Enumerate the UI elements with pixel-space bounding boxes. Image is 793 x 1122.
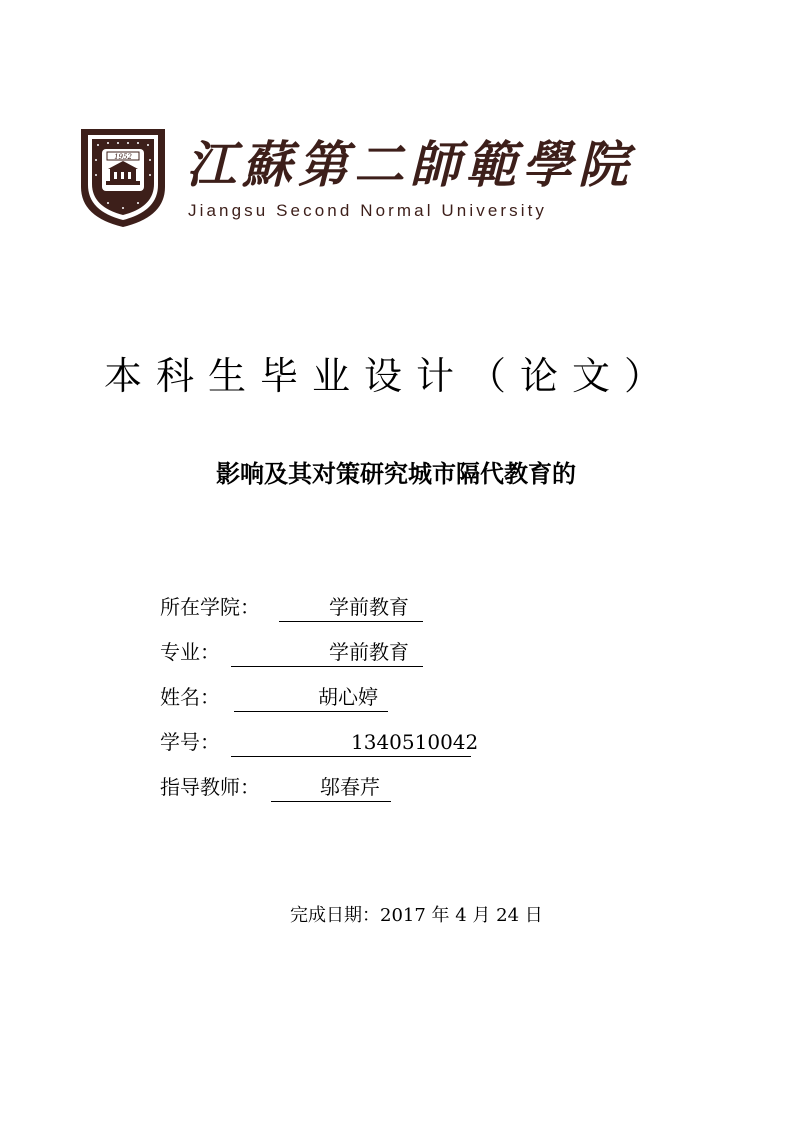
- college-value-text: 学前教育: [329, 595, 409, 619]
- completion-date: [290, 900, 543, 932]
- document-main-title: 本科生毕业设计（论文）: [104, 354, 677, 398]
- college-label: 所在学院：: [160, 595, 260, 619]
- college-value: [279, 590, 423, 622]
- university-logo: [78, 125, 634, 235]
- info-row-student-id: [160, 725, 640, 770]
- university-seal-icon: [78, 125, 168, 229]
- completion-date-value: 2017 年 4 月 24 日: [380, 905, 543, 926]
- university-name-cn: 江蘇第二師範學院: [186, 135, 634, 194]
- student-id-label: 学号：: [160, 730, 220, 754]
- thesis-title: 影响及其对策研究城市隔代教育的: [216, 460, 576, 488]
- name-value: [234, 680, 388, 712]
- university-name-en: Jiangsu Second Normal University: [188, 201, 548, 220]
- info-row-college: [160, 590, 640, 635]
- student-info: [160, 590, 640, 815]
- completion-date-label: 完成日期：: [290, 905, 380, 926]
- student-id-value: [231, 725, 479, 757]
- info-row-advisor: [160, 770, 640, 815]
- advisor-value-text: 邬春芹: [320, 775, 380, 799]
- info-row-name: [160, 680, 640, 725]
- advisor-value: [271, 770, 391, 802]
- advisor-label: 指导教师：: [160, 775, 260, 799]
- seal-year: 1952: [114, 153, 132, 161]
- student-id-value-text: 1340510042: [351, 730, 479, 754]
- name-value-text: 胡心婷: [318, 685, 378, 709]
- major-label: 专业：: [160, 640, 220, 664]
- name-label: 姓名：: [160, 685, 220, 709]
- major-value-text: 学前教育: [329, 640, 409, 664]
- info-row-major: [160, 635, 640, 680]
- major-value: [231, 635, 423, 667]
